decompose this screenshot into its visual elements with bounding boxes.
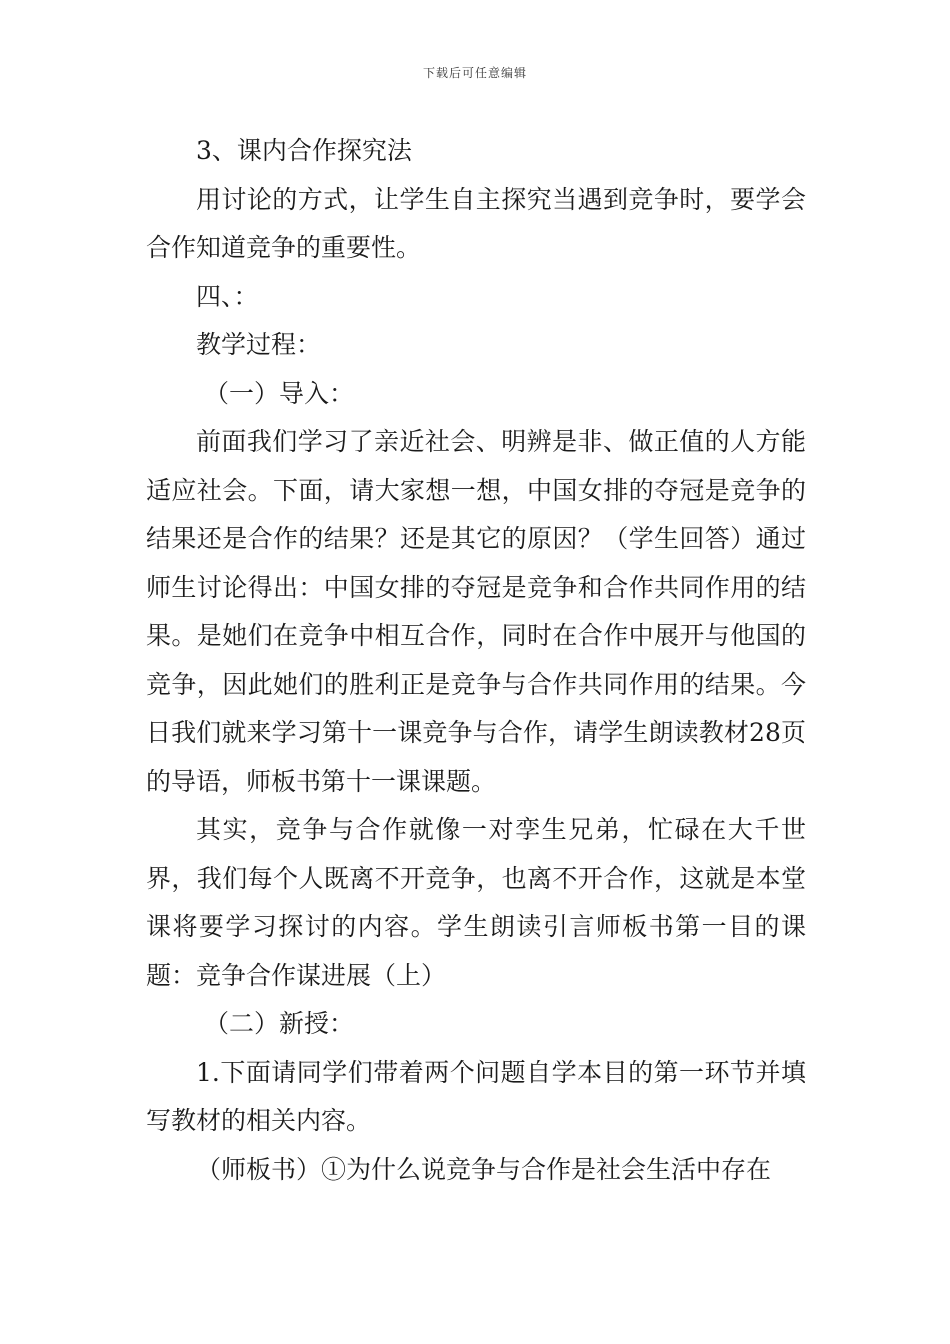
body-paragraph: 1.下面请同学们带着两个问题自学本目的第一环节并填写教材的相关内容。 bbox=[146, 1057, 806, 1135]
document-body bbox=[146, 127, 806, 1194]
subsection-heading: （一）导入： bbox=[204, 378, 355, 408]
subsection-heading: （二）新授： bbox=[204, 1009, 355, 1038]
body-paragraph: 前面我们学习了亲近社会、明辨是非、做正值的人方能适应社会。下面，请大家想一想，中国女排的夺冠是竞争的结果还是合作的结果？还是其它的原因？（学生回答）通过师生讨论得出：中国女排的夺冠是竞争和合作共同作用的结果。是她们在竞争中相互合作，同时在合作中展开与他国的竞争，因此她们的胜利正是竞争与合作共同作用的结果。今日我们就来学习第十一课竞争与合作，请学生朗读教材28页的导语，师板书第十一课课题。 bbox=[146, 427, 806, 796]
section-heading: 3、课内合作探究法 bbox=[196, 136, 412, 165]
section-heading: 四、： bbox=[196, 281, 259, 311]
body-paragraph: （师板书）①为什么说竞争与合作是社会生活中存在 bbox=[196, 1154, 772, 1184]
section-heading: 教学过程： bbox=[196, 330, 322, 359]
body-paragraph: 其实，竞争与合作就像一对孪生兄弟，忙碌在大千世界，我们每个人既离不开竞争，也离不开合作，这就是本堂课将要学习探讨的内容。学生朗读引言师板书第一目的课题：竞争合作谋进展（上） bbox=[146, 815, 806, 990]
page-header: 下载后可任意编辑 bbox=[422, 66, 527, 80]
body-paragraph: 用讨论的方式，让学生自主探究当遇到竞争时，要学会合作知道竞争的重要性。 bbox=[146, 184, 806, 262]
